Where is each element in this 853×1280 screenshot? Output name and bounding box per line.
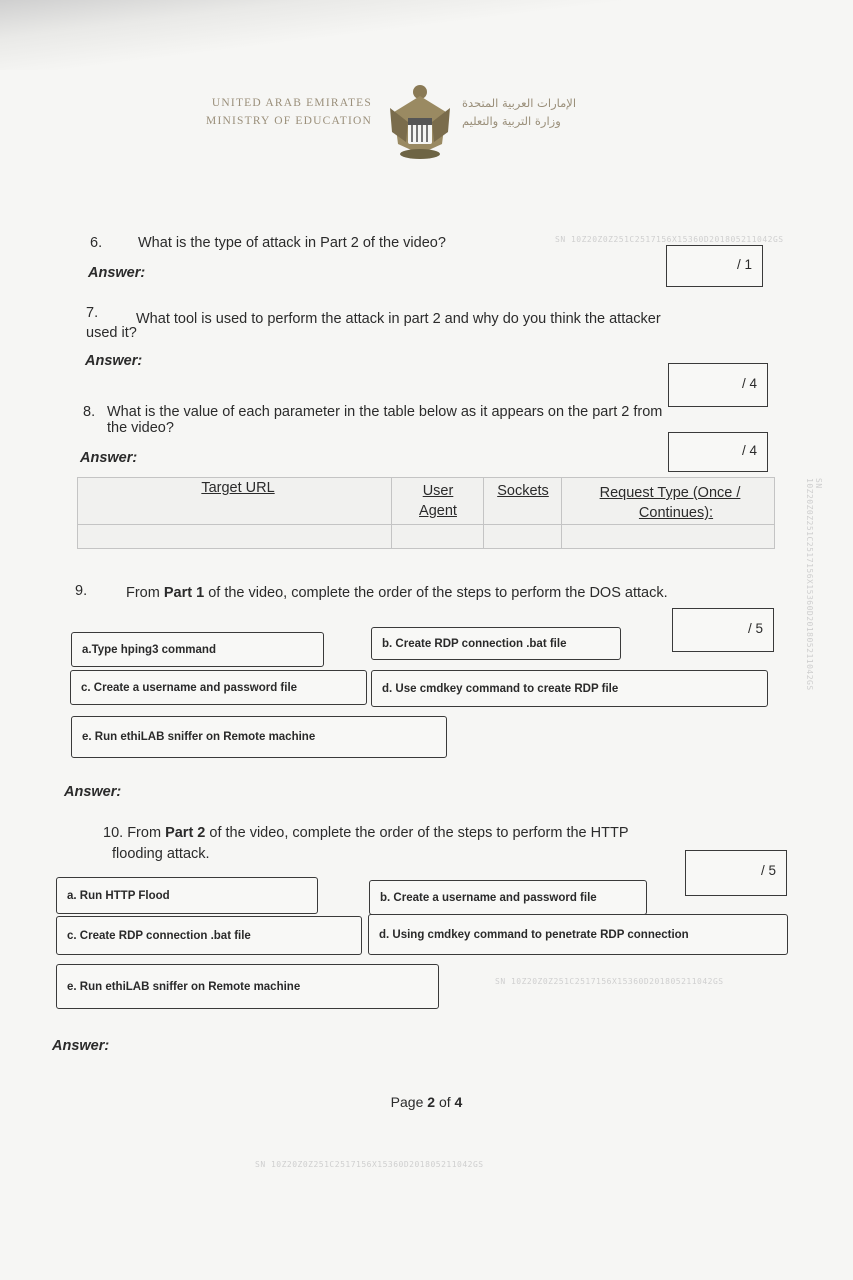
- serial-watermark: SN 10Z20Z0Z251C2517156X15360D201805211042GS: [555, 235, 784, 244]
- question-7-score-box: [668, 363, 768, 407]
- header-request-type-line-2: Continues):: [638, 505, 714, 521]
- table-row-divider: [78, 524, 774, 525]
- ministry-name-arabic: [462, 94, 652, 130]
- q9-step-d: d. Use cmdkey command to create RDP file: [371, 670, 768, 707]
- header-agent: Agent: [419, 503, 457, 519]
- question-10-text-bold: Part 2: [165, 825, 206, 841]
- question-6-answer-label: Answer:: [88, 265, 146, 281]
- header-request-type-line-1: Request Type (Once /: [599, 485, 741, 501]
- question-9-text: [126, 585, 668, 601]
- page-number-prefix: Page: [390, 1094, 428, 1110]
- question-6-text: What is the type of attack in Part 2 of the video?: [138, 235, 446, 251]
- page-number-total: 4: [454, 1094, 463, 1110]
- uae-falcon-emblem-icon: [388, 82, 452, 164]
- question-10-text-pre: From: [127, 825, 166, 841]
- serial-watermark-vertical: SN 10Z20Z0Z251C2517156X15360D201805211042GS: [805, 478, 823, 691]
- question-10-score: / 5: [760, 863, 776, 878]
- ministry-line-2: MINISTRY OF EDUCATION: [206, 115, 372, 127]
- q9-step-e: e. Run ethiLAB sniffer on Remote machine: [71, 716, 447, 758]
- ministry-line-1: UNITED ARAB EMIRATES: [211, 97, 372, 109]
- header-target-url: Target URL: [201, 480, 275, 496]
- serial-watermark: SN 10Z20Z0Z251C2517156X15360D201805211042GS: [255, 1160, 484, 1169]
- q9-step-c: c. Create a username and password file: [70, 670, 367, 705]
- serial-watermark: SN 10Z20Z0Z251C2517156X15360D201805211042GS: [495, 977, 724, 986]
- question-9-score: / 5: [747, 621, 763, 636]
- page-edge-shadow: [0, 0, 853, 70]
- question-10-score-box: [685, 850, 787, 896]
- question-10-answer-label: Answer:: [52, 1038, 110, 1054]
- header-request-type: [566, 483, 774, 523]
- q10-step-e: e. Run ethiLAB sniffer on Remote machine: [56, 964, 439, 1009]
- question-6-score: / 1: [736, 257, 752, 272]
- q9-step-a: a.Type hping3 command: [71, 632, 324, 667]
- ministry-arabic-line-2: وزارة التربية والتعليم: [462, 114, 561, 128]
- header-user-agent: [396, 481, 480, 521]
- parameter-table: [77, 477, 775, 549]
- question-9-text-post: of the video, complete the order of the steps to perform the DOS attack.: [204, 585, 668, 601]
- question-10-text-post: of the video, complete the order of the steps to perform the HTTP: [205, 825, 629, 841]
- q10-step-a: a. Run HTTP Flood: [56, 877, 318, 914]
- question-9-text-pre: From: [126, 585, 164, 601]
- q10-step-b: b. Create a username and password file: [369, 880, 647, 915]
- question-8-answer-label: Answer:: [80, 450, 138, 466]
- question-10-number: 10.: [103, 825, 124, 841]
- question-7-score: / 4: [741, 376, 757, 391]
- question-9-answer-label: Answer:: [64, 784, 122, 800]
- question-7-text-line-2: used it?: [86, 325, 137, 341]
- question-6-number: 6.: [90, 235, 103, 251]
- question-8-text-line-2: the video?: [107, 420, 174, 436]
- question-10-text-line-2: flooding attack.: [112, 846, 210, 862]
- page-number-of: of: [435, 1094, 455, 1110]
- ministry-arabic-line-1: الإمارات العربية المتحدة: [462, 96, 577, 110]
- question-7-number: 7.: [86, 305, 99, 321]
- table-col-divider: [561, 478, 562, 548]
- question-7-text-line-1: What tool is used to perform the attack in part 2 and why do you think the attacker: [136, 311, 661, 327]
- question-7-answer-label: Answer:: [85, 353, 143, 369]
- q10-step-d: d. Using cmdkey command to penetrate RDP connection: [368, 914, 788, 955]
- ministry-name-english: [196, 94, 372, 130]
- page-number: [0, 1094, 853, 1110]
- question-8-score: / 4: [741, 443, 757, 458]
- header-user: User: [422, 483, 454, 499]
- table-col-divider: [483, 478, 484, 548]
- question-6-score-box: [666, 245, 763, 287]
- question-8-number: 8.: [83, 404, 96, 420]
- table-col-divider: [391, 478, 392, 548]
- q9-step-b: b. Create RDP connection .bat file: [371, 627, 621, 660]
- question-8-text-line-1: What is the value of each parameter in the table below as it appears on the part 2 from: [107, 404, 663, 420]
- question-8-score-box: [668, 432, 768, 472]
- question-10-text-line-1: [103, 825, 629, 841]
- question-9-score-box: [672, 608, 774, 652]
- header-sockets: Sockets: [497, 483, 549, 499]
- q10-step-c: c. Create RDP connection .bat file: [56, 916, 362, 955]
- question-9-text-bold: Part 1: [163, 585, 205, 601]
- page-number-current: 2: [427, 1094, 436, 1110]
- question-9-number: 9.: [75, 583, 88, 599]
